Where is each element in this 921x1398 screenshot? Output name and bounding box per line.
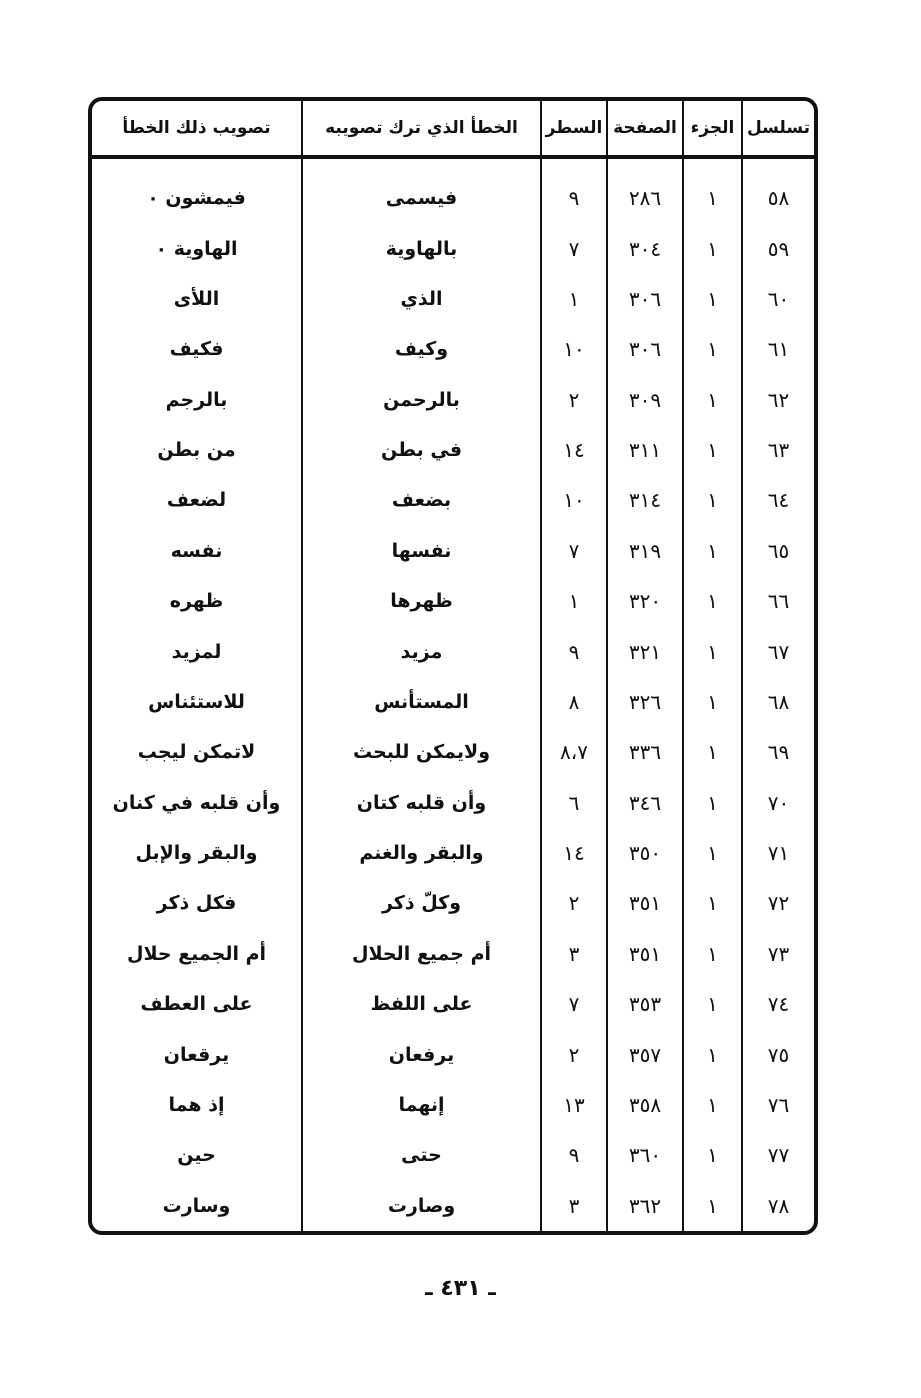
cell-fix: بالرجم <box>165 388 228 411</box>
cell-page: ٣٥٠ <box>607 828 683 878</box>
cell-fix: لاتمكن ليجب <box>137 741 256 764</box>
cell-fix: لضعف <box>166 489 227 512</box>
cell-part: ١ <box>683 778 742 828</box>
cell-fix: يرقعان <box>163 1043 230 1066</box>
cell-page: ٣٤٦ <box>607 778 683 828</box>
cell-seq: ٧٥ <box>742 1029 814 1079</box>
cell-seq: ٦٠ <box>742 274 814 324</box>
cell-part: ١ <box>683 677 742 727</box>
header-seq: تسلسل <box>742 101 814 157</box>
cell-part: ١ <box>683 274 742 324</box>
cell-error: فيسمى <box>302 157 541 223</box>
cell-fix: فكيف <box>169 338 224 361</box>
cell-page: ٣٥٨ <box>607 1080 683 1130</box>
cell-error: في بطن <box>302 425 541 475</box>
cell-seq: ٥٩ <box>742 223 814 273</box>
cell-error: حتى <box>302 1130 541 1180</box>
cell-part: ١ <box>683 979 742 1029</box>
cell-line: ١٠ <box>541 324 607 374</box>
cell-part: ١ <box>683 929 742 979</box>
cell-page: ٣٢٠ <box>607 576 683 626</box>
cell-page: ٣٠٦ <box>607 324 683 374</box>
table-row <box>92 1130 814 1180</box>
cell-line: ٢ <box>541 1029 607 1079</box>
cell-part: ١ <box>683 1080 742 1130</box>
page-number: ـ ٤٣١ ـ <box>425 1276 496 1301</box>
cell-error: ولايمكن للبحث <box>302 727 541 777</box>
cell-part: ١ <box>683 727 742 777</box>
cell-page: ٣٥١ <box>607 929 683 979</box>
cell-error: المستأنس <box>302 677 541 727</box>
cell-fix: والبقر والإبل <box>135 842 258 865</box>
cell-seq: ٧٣ <box>742 929 814 979</box>
cell-seq: ٧٠ <box>742 778 814 828</box>
errata-table-frame <box>88 97 818 1235</box>
cell-part: ١ <box>683 576 742 626</box>
cell-error: ظهرها <box>302 576 541 626</box>
table-body <box>92 157 814 1231</box>
cell-line: ٩ <box>541 157 607 223</box>
errata-table <box>92 101 814 1231</box>
cell-error: على اللفظ <box>302 979 541 1029</box>
table-row <box>92 878 814 928</box>
cell-part: ١ <box>683 157 742 223</box>
cell-error: وكيف <box>302 324 541 374</box>
table-row <box>92 576 814 626</box>
cell-error: وكلّ ذكر <box>302 878 541 928</box>
cell-part: ١ <box>683 526 742 576</box>
cell-error: أم جميع الحلال <box>302 929 541 979</box>
cell-part: ١ <box>683 1181 742 1231</box>
cell-error: والبقر والغنم <box>302 828 541 878</box>
cell-part: ١ <box>683 626 742 676</box>
table-row <box>92 375 814 425</box>
cell-line: ١ <box>541 576 607 626</box>
cell-line: ٣ <box>541 929 607 979</box>
header-page: الصفحة <box>607 101 683 157</box>
cell-fix: وأن قلبه في كنان <box>112 791 281 814</box>
cell-line: ١٣ <box>541 1080 607 1130</box>
table-row <box>92 727 814 777</box>
cell-error: بالرحمن <box>302 375 541 425</box>
cell-line: ٩ <box>541 626 607 676</box>
cell-page: ٣٠٩ <box>607 375 683 425</box>
cell-error: وصارت <box>302 1181 541 1231</box>
cell-seq: ٦٢ <box>742 375 814 425</box>
cell-line: ١٤ <box>541 828 607 878</box>
cell-page: ٣٢٦ <box>607 677 683 727</box>
cell-line: ١٠ <box>541 475 607 525</box>
cell-page: ٣١١ <box>607 425 683 475</box>
cell-seq: ٦٩ <box>742 727 814 777</box>
cell-error: إنهما <box>302 1080 541 1130</box>
cell-fix: ظهره <box>169 590 224 613</box>
cell-page: ٣٠٦ <box>607 274 683 324</box>
cell-seq: ٦٨ <box>742 677 814 727</box>
cell-part: ١ <box>683 828 742 878</box>
cell-page: ٣٦٢ <box>607 1181 683 1231</box>
cell-seq: ٧٨ <box>742 1181 814 1231</box>
cell-seq: ٧٢ <box>742 878 814 928</box>
table-row <box>92 778 814 828</box>
cell-line: ١٤ <box>541 425 607 475</box>
cell-fix: من بطن <box>157 439 236 462</box>
cell-page: ٣٢١ <box>607 626 683 676</box>
table-row <box>92 1181 814 1231</box>
cell-line: ٩ <box>541 1130 607 1180</box>
cell-part: ١ <box>683 878 742 928</box>
cell-fix: فكل ذكر <box>156 892 237 915</box>
cell-fix: فيمشون ٠ <box>147 187 246 210</box>
cell-line: ٢ <box>541 878 607 928</box>
cell-part: ١ <box>683 324 742 374</box>
header-error: الخطأ الذي ترك تصويبه <box>302 101 541 157</box>
header-fix: تصويب ذلك الخطأ <box>92 101 302 157</box>
cell-error: بالهاوية <box>302 223 541 273</box>
cell-seq: ٦١ <box>742 324 814 374</box>
cell-page: ٣٦٠ <box>607 1130 683 1180</box>
cell-part: ١ <box>683 425 742 475</box>
table-row <box>92 1080 814 1130</box>
table-row <box>92 929 814 979</box>
cell-line: ٧ <box>541 223 607 273</box>
cell-error: بضعف <box>302 475 541 525</box>
cell-page: ٣٠٤ <box>607 223 683 273</box>
cell-fix: نفسه <box>170 539 223 562</box>
table-row <box>92 677 814 727</box>
cell-line: ٧ <box>541 979 607 1029</box>
cell-fix: حين <box>177 1144 216 1167</box>
table-row <box>92 526 814 576</box>
cell-part: ١ <box>683 1029 742 1079</box>
cell-page: ٣١٤ <box>607 475 683 525</box>
table-row <box>92 1029 814 1079</box>
cell-page: ٣٥١ <box>607 878 683 928</box>
cell-page: ٣١٩ <box>607 526 683 576</box>
cell-error: يرفعان <box>302 1029 541 1079</box>
cell-fix: اللأى <box>173 287 220 310</box>
cell-seq: ٧٦ <box>742 1080 814 1130</box>
cell-page: ٢٨٦ <box>607 157 683 223</box>
cell-fix: إذ هما <box>168 1093 225 1116</box>
cell-page: ٣٥٧ <box>607 1029 683 1079</box>
cell-line: ٣ <box>541 1181 607 1231</box>
cell-part: ١ <box>683 375 742 425</box>
cell-seq: ٧١ <box>742 828 814 878</box>
cell-fix: لمزيد <box>171 640 222 663</box>
table-row <box>92 157 814 223</box>
cell-error: وأن قلبه كتان <box>302 778 541 828</box>
cell-seq: ٧٧ <box>742 1130 814 1180</box>
table-row <box>92 324 814 374</box>
cell-seq: ٦٤ <box>742 475 814 525</box>
cell-line: ٦ <box>541 778 607 828</box>
cell-seq: ٥٨ <box>742 157 814 223</box>
table-row <box>92 979 814 1029</box>
cell-line: ٨ <box>541 677 607 727</box>
cell-error: مزيد <box>302 626 541 676</box>
cell-line: ٨،٧ <box>541 727 607 777</box>
cell-line: ٢ <box>541 375 607 425</box>
cell-line: ١ <box>541 274 607 324</box>
table-row <box>92 626 814 676</box>
table-row <box>92 274 814 324</box>
cell-seq: ٦٦ <box>742 576 814 626</box>
table-header-row <box>92 101 814 157</box>
cell-page: ٣٥٣ <box>607 979 683 1029</box>
header-part: الجزء <box>683 101 742 157</box>
cell-part: ١ <box>683 1130 742 1180</box>
cell-seq: ٦٧ <box>742 626 814 676</box>
cell-fix: وسارت <box>162 1194 231 1217</box>
cell-page: ٣٣٦ <box>607 727 683 777</box>
cell-fix: أم الجميع حلال <box>126 942 267 965</box>
cell-error: الذي <box>302 274 541 324</box>
cell-error: نفسها <box>302 526 541 576</box>
cell-seq: ٦٣ <box>742 425 814 475</box>
table-row <box>92 425 814 475</box>
header-line: السطر <box>541 101 607 157</box>
cell-fix: الهاوية ٠ <box>155 237 238 260</box>
cell-part: ١ <box>683 475 742 525</box>
cell-fix: على العطف <box>140 993 253 1016</box>
cell-line: ٧ <box>541 526 607 576</box>
table-row <box>92 828 814 878</box>
cell-seq: ٦٥ <box>742 526 814 576</box>
cell-seq: ٧٤ <box>742 979 814 1029</box>
cell-fix: للاستئناس <box>148 690 245 713</box>
cell-part: ١ <box>683 223 742 273</box>
table-row <box>92 223 814 273</box>
table-row <box>92 475 814 525</box>
